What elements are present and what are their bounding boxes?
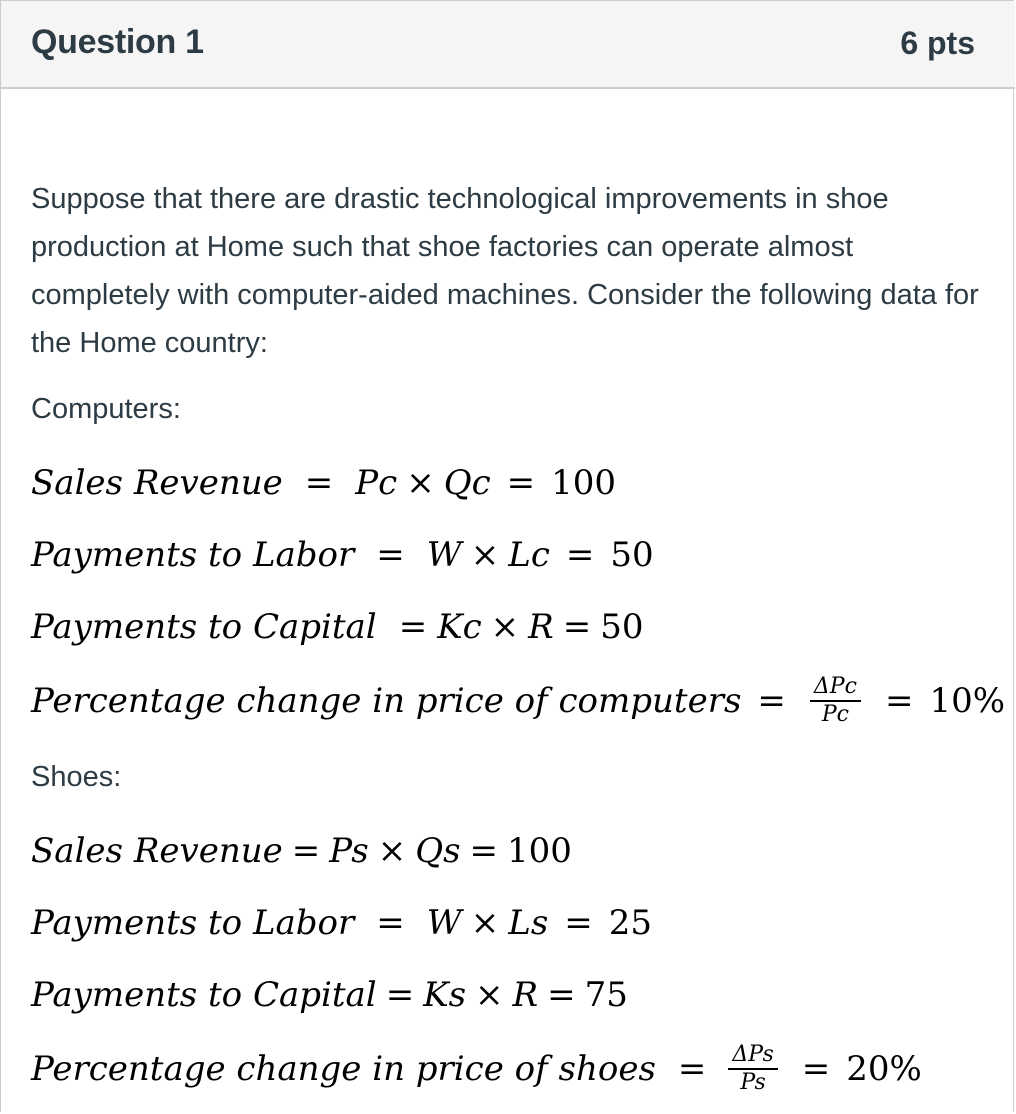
fraction-numerator: ΔPs [728, 1043, 777, 1070]
eq-fraction [728, 1043, 777, 1095]
computers-label: Computers: [31, 393, 181, 425]
eq-equals: = [562, 607, 592, 647]
computers-sales-equation [31, 463, 616, 503]
shoes-sales-equation [31, 831, 572, 871]
fraction-denominator: Pc [821, 702, 849, 727]
fraction-denominator: Ps [740, 1070, 766, 1095]
eq-term: Ls [508, 903, 549, 943]
eq-times: × [475, 975, 504, 1015]
eq-equals: = [304, 463, 334, 503]
eq-equals: = [376, 535, 405, 575]
question-header [1, 1, 1015, 89]
shoes-label: Shoes: [31, 761, 122, 793]
eq-equals: = [677, 1049, 707, 1089]
eq-equals: = [506, 463, 536, 503]
eq-equals: = [291, 831, 321, 871]
eq-value: 10% [929, 681, 1006, 721]
eq-lhs: Percentage change in price of computers [31, 681, 742, 721]
eq-lhs: Sales Revenue [31, 463, 283, 503]
fraction-numerator: ΔPc [810, 675, 861, 702]
eq-lhs: Payments to Labor [31, 535, 355, 575]
computers-capital-equation [31, 607, 644, 647]
eq-term: Pc [355, 463, 398, 503]
eq-value: 20% [846, 1049, 922, 1089]
eq-times: × [406, 463, 435, 503]
eq-times: × [470, 903, 500, 943]
eq-value: 25 [608, 903, 653, 943]
eq-equals: = [376, 903, 405, 943]
eq-equals: = [469, 831, 499, 871]
eq-fraction [810, 675, 861, 727]
eq-value: 50 [600, 607, 644, 647]
eq-equals: = [565, 535, 595, 575]
eq-equals: = [547, 975, 576, 1015]
eq-term: Qs [415, 831, 461, 871]
shoes-labor-equation [31, 903, 652, 943]
shoes-pct-equation [31, 1043, 922, 1095]
eq-term: Lc [508, 535, 550, 575]
question-points: 6 pts [900, 25, 975, 61]
question-intro-text: Suppose that there are drastic technological improvements in shoe production at Home such that shoe factories can operate almost completely with computer-aided machines. Consider the following data for the Home country: [31, 183, 979, 359]
eq-value: 100 [551, 463, 617, 503]
eq-times: × [490, 607, 520, 647]
eq-term: Ps [329, 831, 369, 871]
eq-term: Qc [443, 463, 491, 503]
eq-times: × [470, 535, 500, 575]
eq-equals: = [884, 681, 914, 721]
eq-term: Kc [437, 607, 482, 647]
computers-pct-equation [31, 675, 1005, 727]
eq-value: 100 [507, 831, 572, 871]
question-title: Question 1 [31, 23, 204, 61]
eq-term: R [528, 607, 554, 647]
eq-term: R [512, 975, 539, 1015]
computers-labor-equation [31, 535, 654, 575]
eq-equals: = [564, 903, 593, 943]
eq-value: 50 [610, 535, 654, 575]
eq-lhs: Payments to Capital [31, 607, 377, 647]
eq-times: × [377, 831, 407, 871]
shoes-capital-equation [31, 975, 628, 1015]
eq-lhs: Payments to Labor [31, 903, 355, 943]
eq-lhs: Payments to Capital [31, 975, 377, 1015]
eq-equals: = [385, 975, 415, 1015]
eq-term: W [426, 535, 462, 575]
eq-equals: = [757, 681, 786, 721]
eq-equals: = [801, 1049, 831, 1089]
eq-lhs: Sales Revenue [31, 831, 283, 871]
eq-equals: = [398, 607, 428, 647]
eq-term: Ks [423, 975, 467, 1015]
eq-term: W [426, 903, 462, 943]
eq-value: 75 [584, 975, 628, 1015]
eq-lhs: Percentage change in price of shoes [31, 1049, 656, 1089]
